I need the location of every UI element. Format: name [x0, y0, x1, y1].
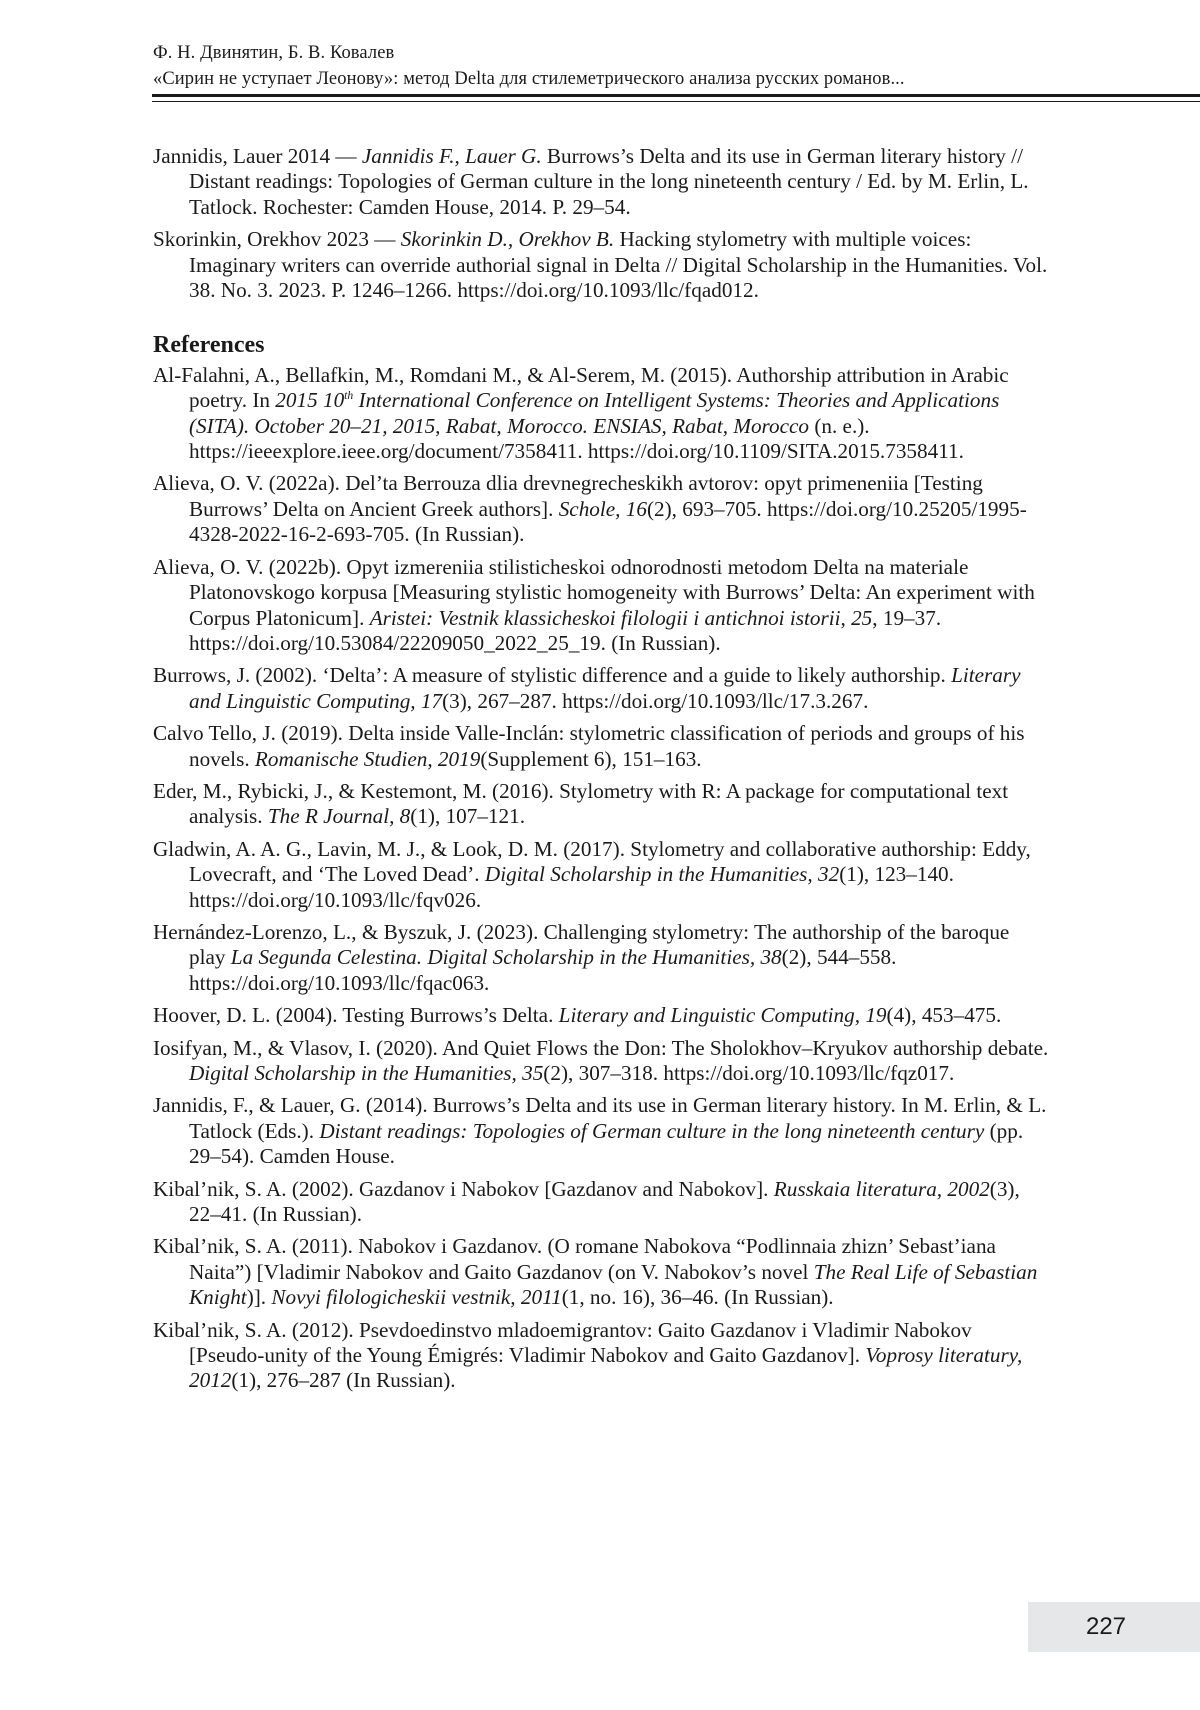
references-heading: References [153, 332, 265, 359]
reference-entry: Hoover, D. L. (2004). Testing Burrows’s Delta. Literary and Linguistic Computing, 19(4), 453–475. [153, 1003, 1002, 1028]
reference-entry: Iosifyan, M., & Vlasov, I. (2020). And Quiet Flows the Don: The Sholokhov–Kryukov authorship debate. Digital Scholarship in the Humanities, 35(2), 307–318. https://doi.org/10.1093/llc/fqz017. [153, 1035, 1049, 1085]
header-authors: Ф. Н. Двинятин, Б. В. Ковалев [153, 43, 395, 63]
reference-entry: Hernández-Lorenzo, L., & Byszuk, J. (2023). Challenging stylometry: The authorship of the baroque play La Segunda Celestina. Digital Scholarship in the Humanities, 38(2), 544–558. https://doi.org/10.1093/llc/fqac063. [153, 919, 1010, 995]
bibliography [153, 144, 1049, 1401]
reference-entry: Alieva, O. V. (2022b). Opyt izmereniia stilisticheskoi odnorodnosti metodom Delta na materiale Platonovskogo korpusa [Measuring stylistic homogeneity with Burrows’ Delta: An experiment with Corpus Platonicum]. Aristei: Vestnik klassicheskoi filologii i antichnoi istorii, 25, 19–37. https://doi.org/10.53084/22209050_2022_25_19. (In Russian). [153, 554, 1035, 655]
reference-entry: Alieva, O. V. (2022a). Del’ta Berrouza dlia drevnegrecheskikh avtorov: opyt primeneniia [Testing Burrows’ Delta on Ancient Greek authors]. Schole, 16(2), 693–705. https://doi.org/10.25205/1995-4328-2022-16-2-693-705. (In Russian). [153, 471, 1027, 547]
reference-entry: Al-Falahni, A., Bellafkin, M., Romdani M., & Al-Serem, M. (2015). Authorship attribution in Arabic poetry. In 2015 10th International Conference on Intelligent Systems: Theories and Applications (SITA). October 20–21, 2015, Rabat, Morocco. ENSIAS, Rabat, Morocco (n. e.). https://ieeexplore.ieee.org/document/7358411. https://doi.org/10.1109/SITA.2015.7358411. [153, 362, 1009, 464]
reference-entry: Eder, M., Rybicki, J., & Kestemont, M. (2016). Stylometry with R: A package for computational text analysis. The R Journal, 8(1), 107–121. [153, 778, 1009, 829]
ru-reference-entry: Jannidis, Lauer 2014 — Jannidis F., Lauer G. Burrows’s Delta and its use in German literary history // Distant readings: Topologies of German culture in the long nineteenth century / Ed. by M. Erlin, L. Tatlock. Rochester: Camden House, 2014. P. 29–54. [153, 144, 1029, 219]
reference-entry: Kibal’nik, S. A. (2011). Nabokov i Gazdanov. (O romane Nabokova “Podlinnaia zhizn’ Sebast’iana Naita”) [Vladimir Nabokov and Gaito Gazdanov (on V. Nabokov’s novel The Real Life of Sebastian Knight)]. Novyi filologicheskii vestnik, 2011(1, no. 16), 36–46. (In Russian). [153, 1234, 1038, 1310]
reference-entry: Calvo Tello, J. (2019). Delta inside Valle-Inclán: stylometric classification of periods and groups of his novels. Romanische Studien, 2019(Supplement 6), 151–163. [153, 721, 1025, 771]
reference-entry: Gladwin, A. A. G., Lavin, M. J., & Look, D. M. (2017). Stylometry and collaborative authorship: Eddy, Lovecraft, and ‘The Loved Dead’. Digital Scholarship in the Humanities, 32(1), 123–140. https://doi.org/10.1093/llc/fqv026. [153, 836, 1031, 912]
reference-entry: Burrows, J. (2002). ‘Delta’: A measure of stylistic difference and a guide to likely authorship. Literary and Linguistic Computing, 17(3), 267–287. https://doi.org/10.1093/llc/17.3.267. [153, 663, 1021, 713]
header-title: «Сирин не уступает Леонову»: метод Delta для стилеметрического анализа русских романов... [153, 69, 905, 89]
reference-entry: Kibal’nik, S. A. (2002). Gazdanov i Nabokov [Gazdanov and Nabokov]. Russkaia literatura, 2002(3), 22–41. (In Russian). [153, 1176, 1020, 1227]
header-rule-thick [152, 94, 1200, 97]
ru-reference-entry: Skorinkin, Orekhov 2023 — Skorinkin D., Orekhov B. Hacking stylometry with multiple voices: Imaginary writers can override authorial signal in Delta // Digital Scholarship in the Humanities. Vol. 38. No. 3. 2023. P. 1246–1266. https://doi.org/10.1093/llc/fqad012. [153, 227, 1048, 303]
reference-entry: Kibal’nik, S. A. (2012). Psevdoedinstvo mladoemigrantov: Gaito Gazdanov i Vladimir Nabokov [Pseudo-unity of the Young Émigrés: Vladimir Nabokov and Gaito Gazdanov]. Voprosy literatury, 2012(1), 276–287 (In Russian). [153, 1317, 1023, 1393]
page-number: 227 [1085, 1613, 1127, 1640]
header-rule-thin [152, 101, 1200, 102]
running-header [153, 40, 1200, 92]
reference-entry: Jannidis, F., & Lauer, G. (2014). Burrows’s Delta and its use in German literary history. In M. Erlin, & L. Tatlock (Eds.). Distant readings: Topologies of German culture in the long nineteenth century (pp. 29–54). Camden House. [153, 1093, 1047, 1169]
